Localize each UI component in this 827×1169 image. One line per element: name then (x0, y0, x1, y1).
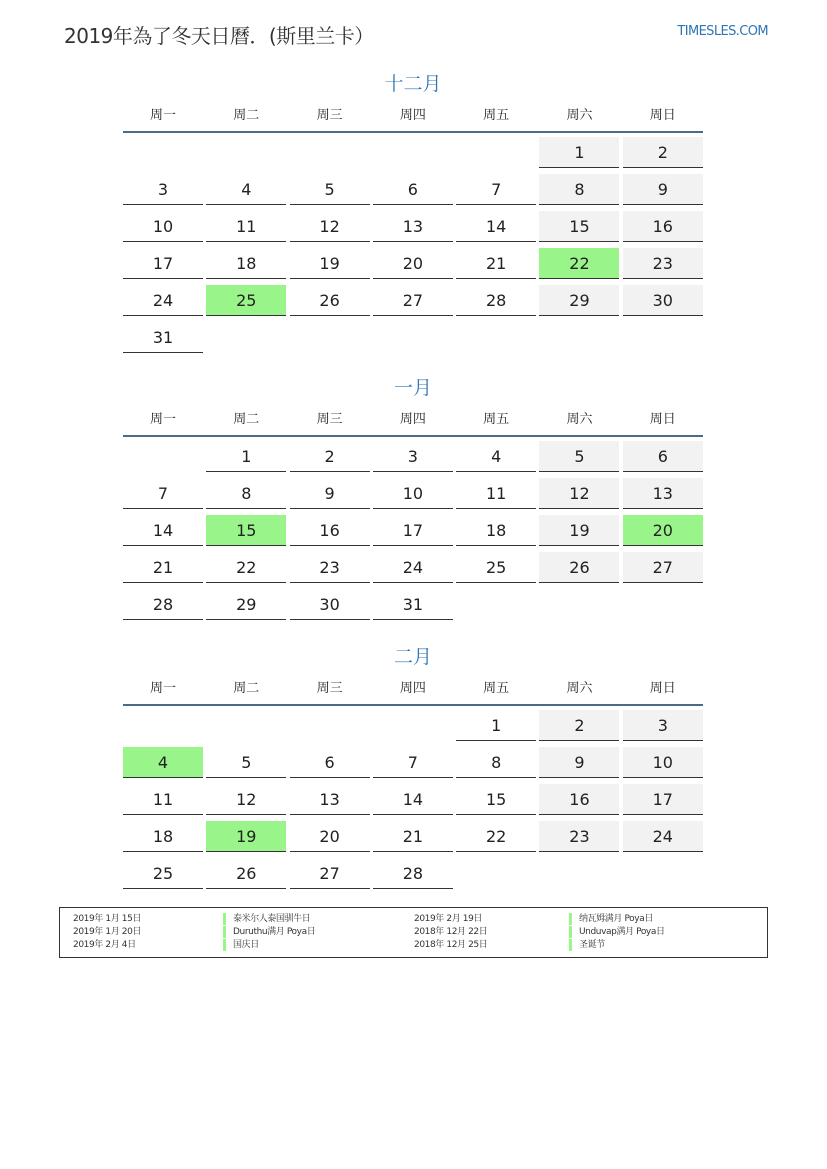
weekday-label: 周六 (566, 412, 593, 427)
day-cell: 11 (456, 478, 536, 509)
day-cell: 9 (290, 478, 370, 509)
month-calendar-january (123, 374, 703, 626)
day-cell: 7 (456, 174, 536, 205)
weekday-label: 周三 (316, 681, 343, 696)
weekday-label: 周五 (483, 681, 510, 696)
day-cell: 17 (373, 515, 453, 546)
day-cell: 26 (206, 858, 286, 889)
day-cell: 1 (539, 137, 619, 168)
weekday-label: 周四 (399, 681, 426, 696)
day-cell: 1 (456, 710, 536, 741)
day-cell: 30 (290, 589, 370, 620)
day-cell: 30 (623, 285, 703, 316)
day-cell: 11 (206, 211, 286, 242)
day-cell: 13 (373, 211, 453, 242)
day-cell: 29 (539, 285, 619, 316)
day-cell: 19 (539, 515, 619, 546)
weekday-header (123, 677, 703, 706)
day-cell: 19 (290, 248, 370, 279)
day-cell: 14 (456, 211, 536, 242)
holiday-day-cell: 19 (206, 821, 286, 852)
weekday-label: 周二 (233, 412, 260, 427)
day-cell: 25 (456, 552, 536, 583)
day-cell: 8 (456, 747, 536, 778)
day-cell: 4 (206, 174, 286, 205)
weekday-label: 周一 (149, 412, 176, 427)
weekday-label: 周六 (566, 108, 593, 123)
day-cell: 6 (373, 174, 453, 205)
weekday-label: 周一 (149, 681, 176, 696)
month-title: 二月 (393, 646, 432, 668)
weekday-label: 周三 (316, 412, 343, 427)
empty-cell (206, 710, 286, 740)
day-cell: 7 (373, 747, 453, 778)
day-cell: 25 (123, 858, 203, 889)
day-cell: 17 (623, 784, 703, 815)
day-cell: 23 (290, 552, 370, 583)
weekday-header (123, 408, 703, 437)
day-cell: 10 (123, 211, 203, 242)
empty-cell (456, 137, 536, 167)
day-cell: 14 (123, 515, 203, 546)
weekday-label: 周四 (399, 108, 426, 123)
day-cell: 20 (373, 248, 453, 279)
holiday-day-cell: 22 (539, 248, 619, 279)
day-cell: 12 (206, 784, 286, 815)
day-cell: 17 (123, 248, 203, 279)
day-cell: 18 (456, 515, 536, 546)
day-cell: 23 (539, 821, 619, 852)
day-cell: 23 (623, 248, 703, 279)
month-calendar-december (123, 70, 703, 359)
day-cell: 9 (539, 747, 619, 778)
day-cell: 26 (539, 552, 619, 583)
day-cell: 15 (456, 784, 536, 815)
day-cell: 10 (623, 747, 703, 778)
day-cell: 5 (290, 174, 370, 205)
day-cell: 3 (373, 441, 453, 472)
empty-cell (290, 137, 370, 167)
legend-date: 2019年 1月 20日 (73, 927, 142, 937)
empty-cell (206, 137, 286, 167)
empty-cell (123, 137, 203, 167)
day-cell: 4 (456, 441, 536, 472)
day-cell: 20 (290, 821, 370, 852)
holiday-day-cell: 15 (206, 515, 286, 546)
day-cell: 27 (290, 858, 370, 889)
holiday-day-cell: 25 (206, 285, 286, 316)
day-cell: 29 (206, 589, 286, 620)
day-cell: 28 (123, 589, 203, 620)
day-cell: 18 (123, 821, 203, 852)
legend-date: 2019年 1月 15日 (73, 914, 142, 924)
weekday-label: 周三 (316, 108, 343, 123)
weekday-header (123, 104, 703, 133)
day-cell: 16 (539, 784, 619, 815)
weekday-label: 周六 (566, 681, 593, 696)
legend-name: 圣诞节 (569, 939, 605, 951)
day-cell: 16 (623, 211, 703, 242)
day-cell: 31 (373, 589, 453, 620)
day-cell: 21 (123, 552, 203, 583)
day-grid (123, 137, 703, 359)
day-cell: 8 (206, 478, 286, 509)
day-cell: 2 (539, 710, 619, 741)
day-cell: 3 (623, 710, 703, 741)
legend-date: 2018年 12月 22日 (414, 927, 488, 937)
weekday-label: 周日 (649, 412, 676, 427)
day-cell: 2 (290, 441, 370, 472)
day-cell: 2 (623, 137, 703, 168)
day-cell: 5 (206, 747, 286, 778)
day-cell: 24 (123, 285, 203, 316)
weekday-label: 周四 (399, 412, 426, 427)
month-title: 十二月 (384, 73, 442, 95)
day-cell: 13 (290, 784, 370, 815)
weekday-label: 周二 (233, 681, 260, 696)
day-cell: 24 (623, 821, 703, 852)
weekday-label: 周五 (483, 108, 510, 123)
holiday-legend (59, 907, 768, 958)
day-cell: 5 (539, 441, 619, 472)
holiday-day-cell: 20 (623, 515, 703, 546)
weekday-label: 周一 (149, 108, 176, 123)
site-link[interactable]: TIMESLES.COM (677, 24, 768, 39)
day-cell: 1 (206, 441, 286, 472)
day-cell: 26 (290, 285, 370, 316)
month-calendar-february (123, 643, 703, 895)
weekday-label: 周五 (483, 412, 510, 427)
legend-name: 纳瓦姆满月 Poya日 (569, 913, 653, 925)
legend-date: 2018年 12月 25日 (414, 940, 488, 950)
day-cell: 6 (290, 747, 370, 778)
month-title: 一月 (393, 377, 432, 399)
day-cell: 21 (456, 248, 536, 279)
legend-name: 国庆日 (223, 939, 259, 951)
day-cell: 3 (123, 174, 203, 205)
day-cell: 31 (123, 322, 203, 353)
empty-cell (290, 710, 370, 740)
empty-cell (373, 710, 453, 740)
day-cell: 10 (373, 478, 453, 509)
weekday-label: 周日 (649, 681, 676, 696)
day-cell: 6 (623, 441, 703, 472)
empty-cell (123, 710, 203, 740)
day-grid (123, 710, 703, 895)
day-cell: 7 (123, 478, 203, 509)
day-cell: 28 (456, 285, 536, 316)
legend-date: 2019年 2月 19日 (414, 914, 483, 924)
day-cell: 22 (456, 821, 536, 852)
legend-name: 泰米尔人泰国驯牛日 (223, 913, 310, 925)
day-grid (123, 441, 703, 626)
legend-name: Unduvap满月 Poya日 (569, 926, 665, 938)
holiday-day-cell: 4 (123, 747, 203, 778)
empty-cell (373, 137, 453, 167)
legend-name: Duruthu满月 Poya日 (223, 926, 315, 938)
day-cell: 13 (623, 478, 703, 509)
day-cell: 15 (539, 211, 619, 242)
day-cell: 12 (539, 478, 619, 509)
day-cell: 14 (373, 784, 453, 815)
day-cell: 24 (373, 552, 453, 583)
day-cell: 27 (623, 552, 703, 583)
day-cell: 27 (373, 285, 453, 316)
day-cell: 8 (539, 174, 619, 205)
day-cell: 28 (373, 858, 453, 889)
weekday-label: 周日 (649, 108, 676, 123)
weekday-label: 周二 (233, 108, 260, 123)
day-cell: 16 (290, 515, 370, 546)
day-cell: 22 (206, 552, 286, 583)
page-title: 2019年為了冬天日曆．(斯里兰卡） (64, 24, 374, 48)
empty-cell (123, 441, 203, 471)
day-cell: 12 (290, 211, 370, 242)
day-cell: 21 (373, 821, 453, 852)
legend-date: 2019年 2月 4日 (73, 940, 136, 950)
day-cell: 11 (123, 784, 203, 815)
day-cell: 18 (206, 248, 286, 279)
day-cell: 9 (623, 174, 703, 205)
